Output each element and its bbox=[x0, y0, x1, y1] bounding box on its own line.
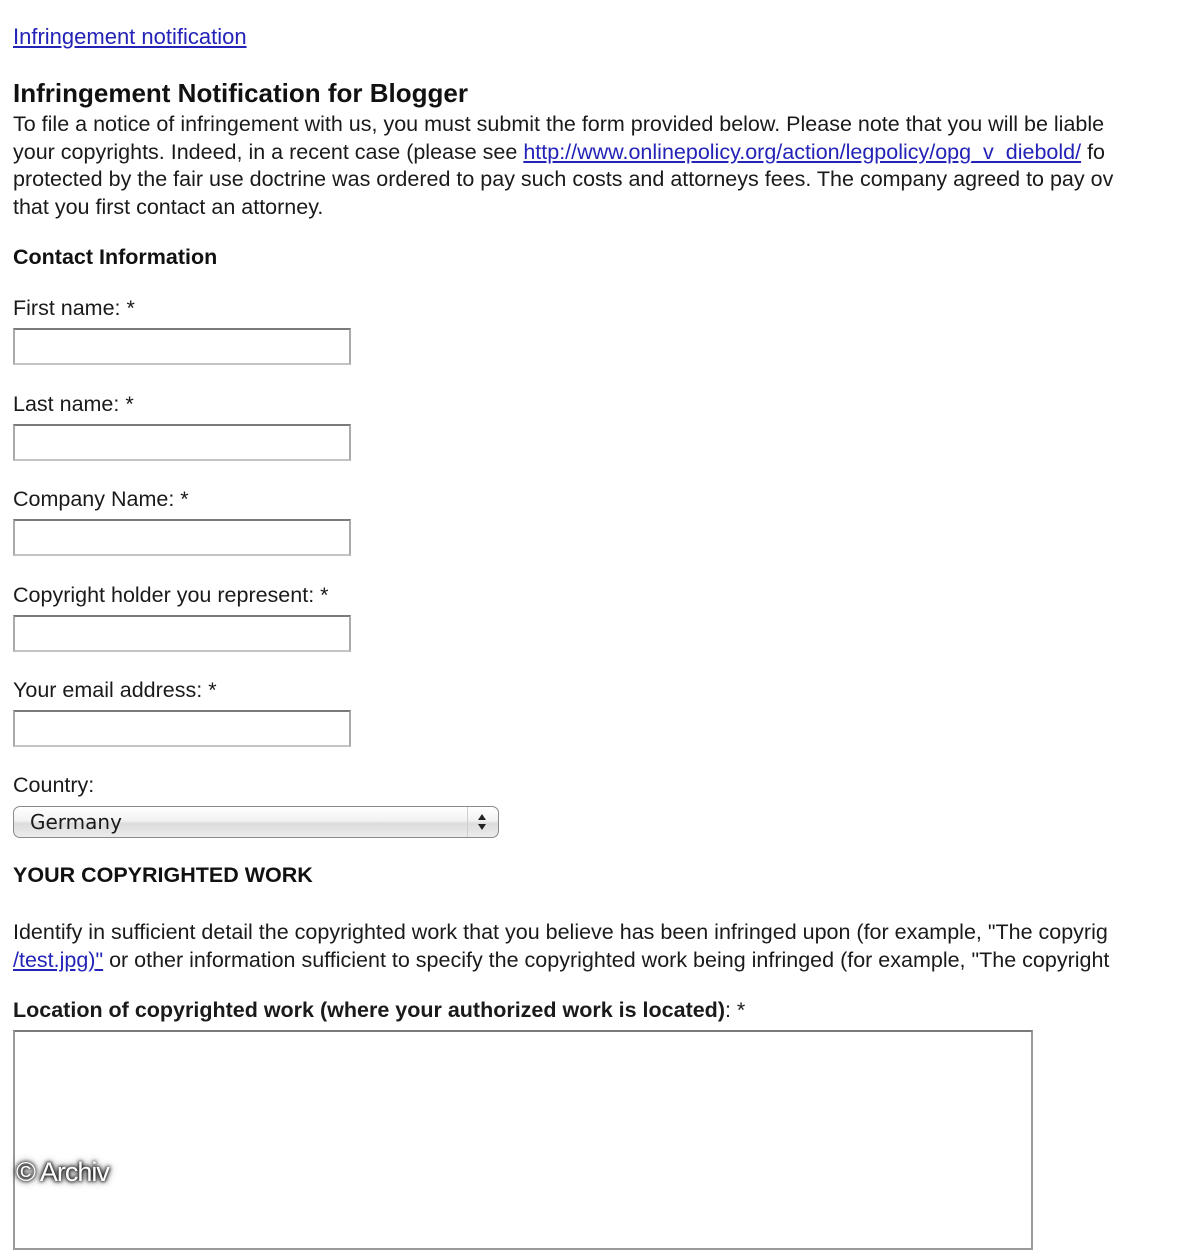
location-label bbox=[13, 998, 745, 1023]
company-name-input[interactable] bbox=[13, 519, 351, 556]
test-jpg-link[interactable]: /test.jpg)" bbox=[13, 947, 104, 972]
intro-line-4: that you first contact an attorney. bbox=[13, 194, 324, 219]
country-selected-value: Germany bbox=[30, 810, 122, 834]
required-marker: : * bbox=[724, 998, 746, 1022]
email-input[interactable] bbox=[13, 710, 351, 747]
intro-line-3: protected by the fair use doctrine was ordered to pay such costs and attorneys fees. The company agreed to pay ov bbox=[13, 167, 1114, 191]
first-name-input[interactable] bbox=[13, 328, 351, 365]
first-name-label: First name: * bbox=[13, 296, 135, 320]
copyrighted-work-heading: YOUR COPYRIGHTED WORK bbox=[13, 863, 313, 887]
intro-line-1: To file a notice of infringement with us, you must submit the form provided below. Please note that you will be liable bbox=[13, 112, 1105, 136]
desc-line-1: Identify in sufficient detail the copyrighted work that you believe has been infringed upon (for example, "The copyrig bbox=[13, 920, 1108, 944]
country-label: Country: bbox=[13, 773, 95, 797]
copyrighted-work-description bbox=[13, 919, 1109, 974]
copyright-holder-input[interactable] bbox=[13, 615, 351, 652]
intro-line-2-text: your copyrights. Indeed, in a recent case (please see bbox=[13, 139, 524, 164]
email-label: Your email address: * bbox=[13, 678, 217, 702]
desc-line-2-tail: or other information sufficient to specify the copyrighted work being infringed (for example, "The copyright bbox=[103, 947, 1110, 972]
country-select[interactable] bbox=[13, 806, 499, 838]
page-title: Infringement Notification for Blogger bbox=[13, 78, 468, 108]
company-name-label: Company Name: * bbox=[13, 487, 189, 511]
last-name-label: Last name: * bbox=[13, 392, 134, 416]
location-textarea[interactable] bbox=[13, 1030, 1033, 1250]
intro-line-2-tail: fo bbox=[1081, 139, 1105, 164]
select-updown-arrows-icon bbox=[467, 807, 498, 837]
intro-paragraph bbox=[13, 111, 1113, 221]
onlinepolicy-link[interactable]: http://www.onlinepolicy.org/action/legpolicy/opg_v_diebold/ bbox=[523, 139, 1082, 164]
infringement-notification-link[interactable]: Infringement notification bbox=[13, 24, 247, 49]
contact-information-heading: Contact Information bbox=[13, 245, 218, 269]
copyright-holder-label: Copyright holder you represent: * bbox=[13, 583, 329, 607]
location-label-text: Location of copyrighted work (where your authorized work is located) bbox=[13, 998, 725, 1022]
archiv-watermark: © Archiv bbox=[16, 1157, 109, 1187]
last-name-input[interactable] bbox=[13, 424, 351, 461]
